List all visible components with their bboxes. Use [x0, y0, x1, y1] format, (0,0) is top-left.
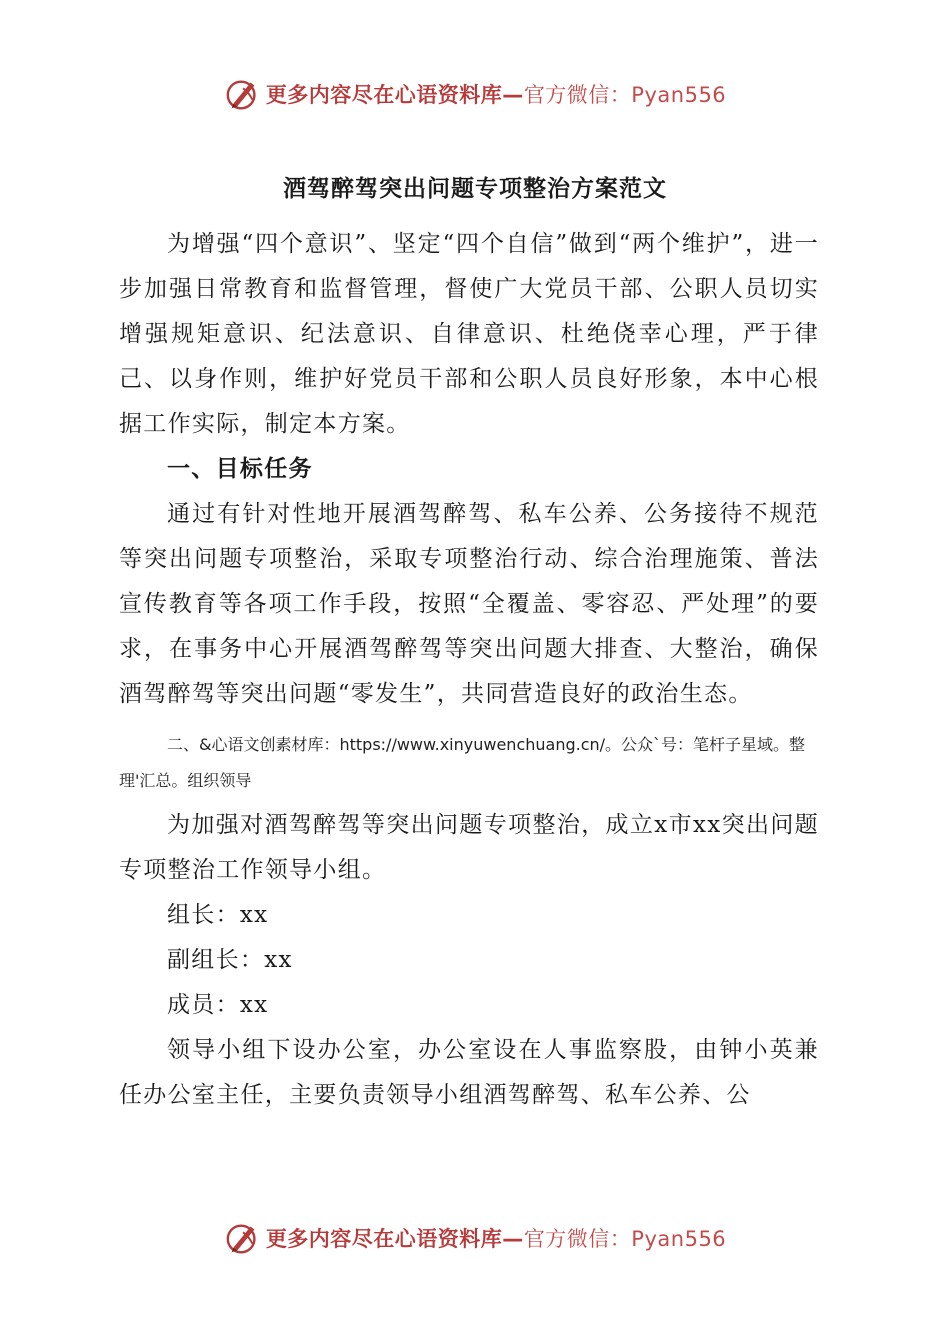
intro-paragraph: 为增强“四个意识”、坚定“四个自信”做到“两个维护”，进一步加强日常教育和监督管理，督使广大党员干部、公职人员切实增强规矩意识、纪法意识、自律意识、杜绝侥幸心理，严于律己、以身作则，维护好党员干部和公职人员良好形象，本中心根据工作实际，制定本方案。 [119, 231, 819, 437]
section1-heading: 一、目标任务 [167, 456, 313, 482]
pen-circle-logo-icon [224, 75, 262, 113]
pen-circle-logo-icon [224, 1219, 262, 1257]
document-body [119, 222, 819, 1118]
page-title: 酒驾醉驾突出问题专项整治方案范文 [283, 175, 667, 202]
section2-heading: 二、&心语文创素材库：https://www.xinyuwenchuang.cn/。公众`号：笔杆子星域。整理'汇总。组织领导 [119, 735, 806, 790]
members-line: 成员：xx [167, 992, 269, 1018]
section2-paragraph: 为加强对酒驾醉驾等突出问题专项整治，成立x市xx突出问题专项整治工作领导小组。 [119, 812, 819, 883]
leader-line: 组长：xx [167, 902, 269, 928]
office-paragraph: 领导小组下设办公室，办公室设在人事监察股，由钟小英兼任办公室主任，主要负责领导小组酒驾醉驾、私车公养、公 [119, 1037, 819, 1108]
deputy-line: 副组长：xx [167, 947, 293, 973]
section1-paragraph: 通过有针对性地开展酒驾醉驾、私车公养、公务接待不规范等突出问题专项整治，采取专项整治行动、综合治理施策、普法宣传教育等各项工作手段，按照“全覆盖、零容忍、严处理”的要求，在事务中心开展酒驾醉驾等突出问题大排查、大整治，确保酒驾醉驾等突出问题“零发生”，共同营造良好的政治生态。 [119, 501, 819, 707]
header-banner [0, 70, 950, 118]
wechat-id: 官方微信：Pyan556 [523, 83, 727, 107]
wechat-id: 官方微信：Pyan556 [523, 1227, 727, 1251]
banner-text: 更多内容尽在心语资料库—官方微信：Pyan556 [265, 83, 727, 107]
banner-text: 更多内容尽在心语资料库—官方微信：Pyan556 [265, 1227, 727, 1251]
footer-banner [0, 1214, 950, 1262]
